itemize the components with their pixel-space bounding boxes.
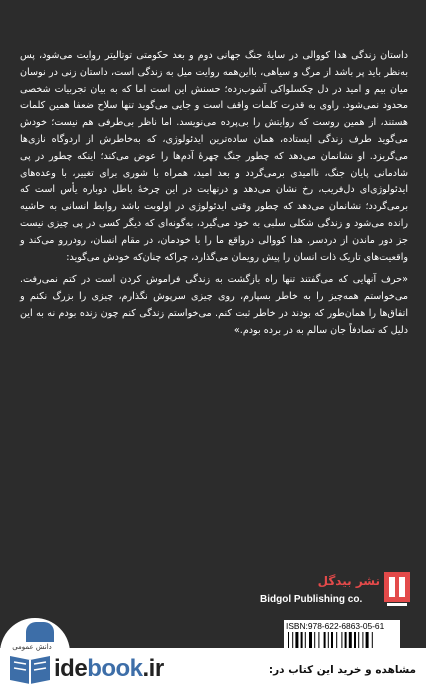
book-logo-icon	[6, 650, 54, 686]
isbn-label: ISBN:978-622-6863-05-61	[286, 621, 385, 631]
publisher-name-en: Bidgol Publishing co.	[260, 594, 363, 605]
watermark-tab	[26, 622, 54, 642]
publisher-name-fa: نشر بیدگل	[317, 574, 380, 588]
site-name-suffix: .ir	[142, 655, 164, 682]
blurb-quote: «حرف آنهایی که می‌گفتند تنها راه بازگشت به زندگی فراموش کردن است در کتم نمی‌رفت. می‌خواستم همه‌چیز را به خاطر بسپارم، روی چیزی سرپوش نگذارم، چیزی را بزرگ نکنم و اتفاق‌ها را همان‌طور که بودند در خاطر ثبت کنم. می‌خواستم زندگی کنم چون زنده بودم نه به این دلیل که تصادفاً جان سالم به در برده بودم.»	[20, 274, 408, 336]
watermark-cta: مشاهده و خرید این کتاب در:	[268, 664, 416, 676]
blurb-text	[20, 48, 408, 340]
publisher-badge	[260, 572, 410, 620]
watermark-site-fa: دانش عمومی	[12, 643, 52, 651]
blurb-paragraph: داستان زندگی هدا کووالی در سایهٔ جنگ جهانی دوم و بعد حکومتی توتالیتر روایت می‌شود، پس به‌نظر باید پر باشد از مرگ و سیاهی، با‌این‌همه روایت میل به زندگی است، داستان زنی در نوسان میان بیم و امید در دل چکسلواکی آشوب‌زده؛ حسنش این است اما که به بیان تجربیات شخصی محدود نمی‌شود. راوی به قدرت کلمات واقف است و جایی می‌گوید تنها سلاح ضعفا همین کلمات هستند، از همین روست که روایتش را بی‌پرده می‌نویسد. اما ناظر بی‌طرفی هم نیست؛ خودش می‌گوید طرف زندگی ایستاده، همان ساده‌ترین ایدئولوژی، که به‌خاطرش از اردوگاه نازی‌ها می‌گریزد. او نشانمان می‌دهد که چطور جنگ چهرهٔ آدم‌ها را عوض می‌کند؛ اینکه چطور در پی شادمانی پایان جنگ، ناامیدی برمی‌گردد و بعد امید، همراه با شوری برای تغییر، با وعده‌های ایدئولوژی‌ای دل‌فریب، رخ نشان می‌دهد و درنهایت در این چرخهٔ باطل دوباره یأس است که برمی‌گردد؛ نشانمان می‌دهد که چطور وقتی ایدئولوژی در اولویت باشد روابط انسانی به حاشیه رانده می‌شود و زندگی شکلی سلبی به خود می‌گیرد، به‌گونه‌ای که دیگر کسی در پی چیزی نیست جز دور ماندن از دردسر. هدا کووالی درواقع ما را با خودمان، در مقام انسان، رودررو می‌کند و واقعیت‌های تاریک ذات انسان را پیش رویمان می‌گذارد، چراکه چنان‌که خودش می‌گوید:	[20, 50, 408, 263]
site-name-prefix: ide	[54, 655, 88, 682]
publisher-logo-icon	[384, 572, 410, 620]
watermark-site-name[interactable]	[54, 655, 204, 685]
site-name-accent: book	[87, 655, 143, 682]
